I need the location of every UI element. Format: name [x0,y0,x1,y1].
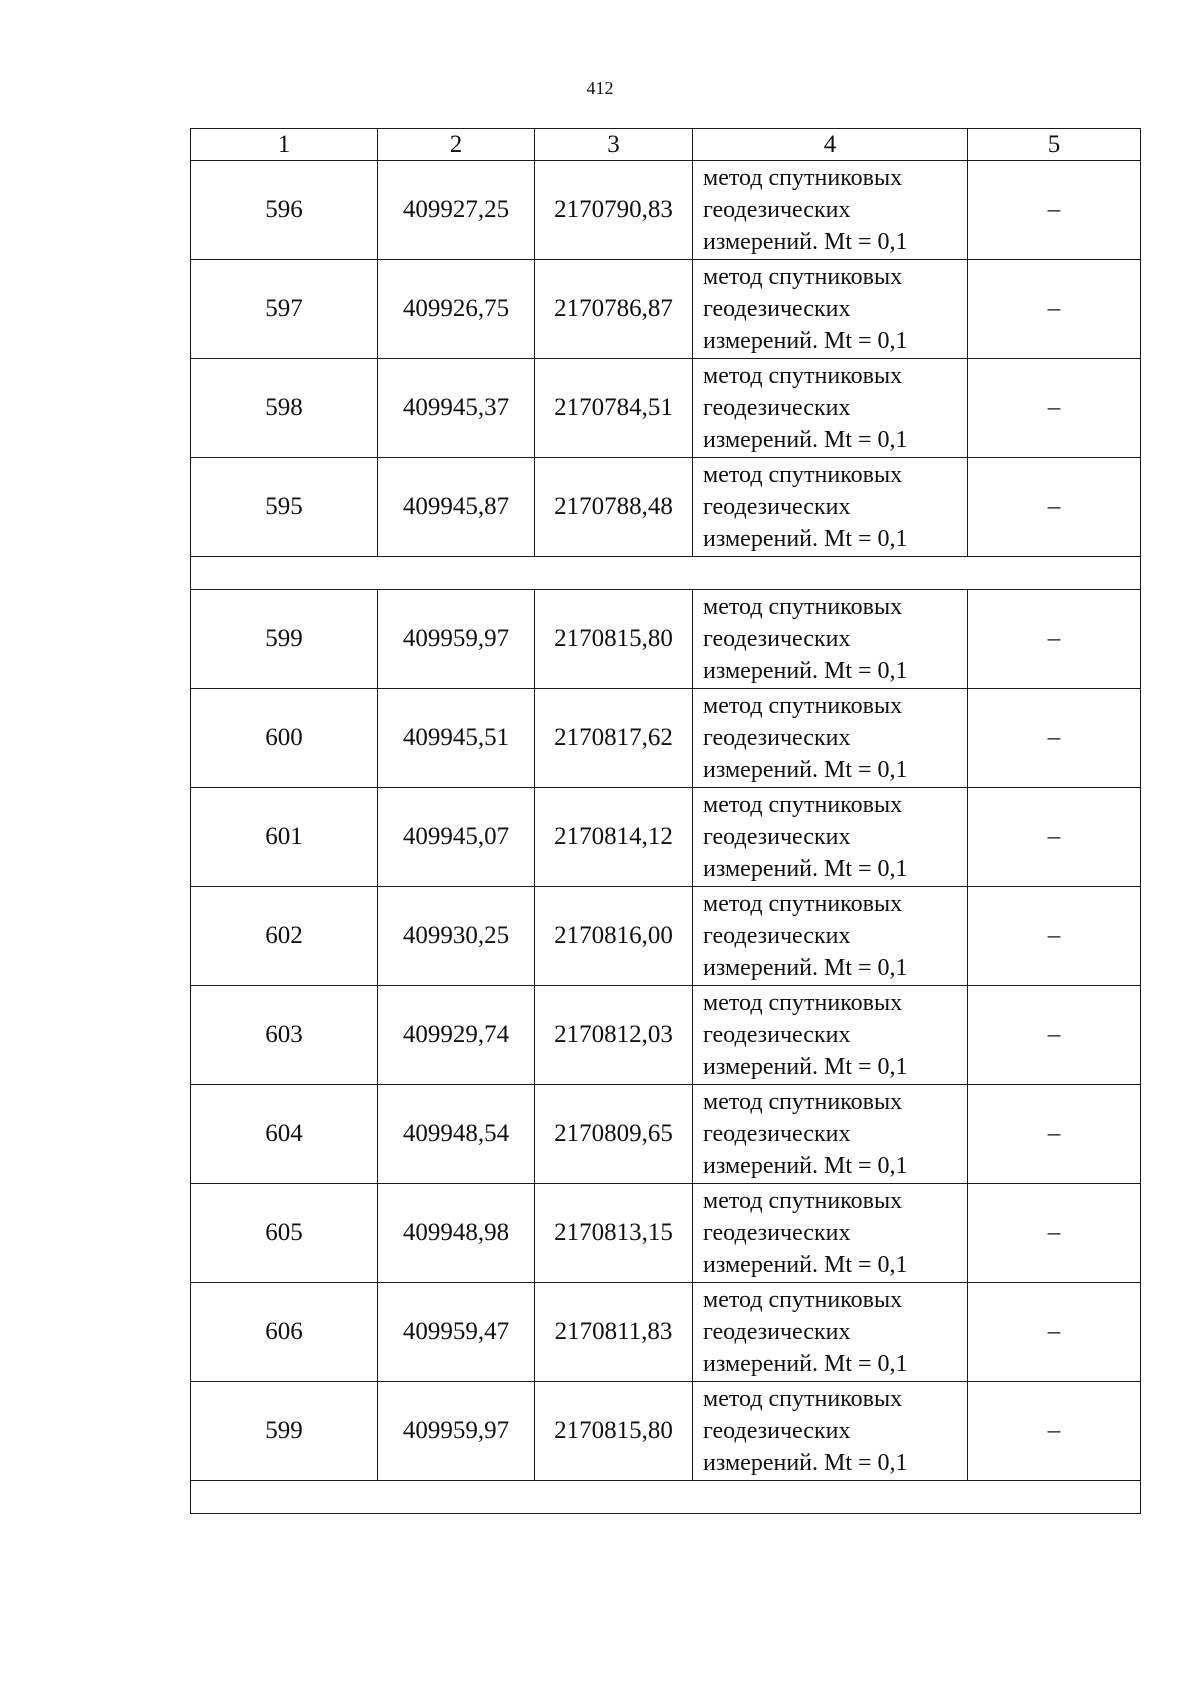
x-coordinate-cell: 409959,97 [378,1382,535,1481]
y-coordinate-cell: 2170786,87 [535,260,693,359]
method-line-2: геодезических [703,296,851,322]
method-line-2: геодезических [703,626,851,652]
point-number-cell: 604 [191,1085,378,1184]
method-line-3: измерений. Mt = 0,1 [703,1351,908,1377]
accuracy-note-cell: – [968,590,1141,689]
method-line-2: геодезических [703,197,851,223]
x-coordinate-cell: 409945,07 [378,788,535,887]
method-line-1: метод спутниковых [703,462,903,488]
method-line-3: измерений. Mt = 0,1 [703,526,908,552]
y-coordinate-cell: 2170809,65 [535,1085,693,1184]
y-coordinate-cell: 2170784,51 [535,359,693,458]
method-line-1: метод спутниковых [703,594,903,620]
header-cell-2: 2 [378,129,535,161]
method-cell [693,1184,968,1283]
method-line-3: измерений. Mt = 0,1 [703,658,908,684]
method-line-3: измерений. Mt = 0,1 [703,229,908,255]
accuracy-note-cell: – [968,1184,1141,1283]
point-number-cell: 599 [191,1382,378,1481]
accuracy-note-cell: – [968,788,1141,887]
method-line-2: геодезических [703,395,851,421]
y-coordinate-cell: 2170816,00 [535,887,693,986]
accuracy-note-cell: – [968,359,1141,458]
point-number-cell: 601 [191,788,378,887]
method-line-1: метод спутниковых [703,1386,903,1412]
method-line-1: метод спутниковых [703,693,903,719]
table-row [191,359,1141,458]
point-number-cell: 598 [191,359,378,458]
method-line-1: метод спутниковых [703,264,903,290]
point-number-cell: 602 [191,887,378,986]
point-number-cell: 595 [191,458,378,557]
table-row [191,1085,1141,1184]
method-cell [693,689,968,788]
table-row [191,887,1141,986]
y-coordinate-cell: 2170815,80 [535,590,693,689]
table-row [191,590,1141,689]
point-number-cell: 603 [191,986,378,1085]
table-row [191,788,1141,887]
method-cell [693,887,968,986]
point-number-cell: 599 [191,590,378,689]
method-line-3: измерений. Mt = 0,1 [703,1153,908,1179]
method-line-1: метод спутниковых [703,1089,903,1115]
accuracy-note-cell: – [968,161,1141,260]
method-cell [693,788,968,887]
coordinates-table [190,128,1141,1514]
method-line-2: геодезических [703,725,851,751]
y-coordinate-cell: 2170813,15 [535,1184,693,1283]
accuracy-note-cell: – [968,1382,1141,1481]
point-number-cell: 605 [191,1184,378,1283]
accuracy-note-cell: – [968,986,1141,1085]
method-line-3: измерений. Mt = 0,1 [703,328,908,354]
method-line-2: геодезических [703,1319,851,1345]
method-line-1: метод спутниковых [703,1287,903,1313]
method-cell [693,260,968,359]
method-cell [693,161,968,260]
method-line-3: измерений. Mt = 0,1 [703,955,908,981]
header-cell-5: 5 [968,129,1141,161]
method-cell [693,1085,968,1184]
method-cell [693,1382,968,1481]
table-row [191,260,1141,359]
method-line-3: измерений. Mt = 0,1 [703,757,908,783]
y-coordinate-cell: 2170815,80 [535,1382,693,1481]
method-cell [693,1283,968,1382]
x-coordinate-cell: 409927,25 [378,161,535,260]
method-line-2: геодезических [703,1022,851,1048]
method-line-1: метод спутниковых [703,165,903,191]
method-line-1: метод спутниковых [703,1188,903,1214]
accuracy-note-cell: – [968,1085,1141,1184]
y-coordinate-cell: 2170817,62 [535,689,693,788]
header-cell-3: 3 [535,129,693,161]
x-coordinate-cell: 409929,74 [378,986,535,1085]
header-cell-1: 1 [191,129,378,161]
accuracy-note-cell: – [968,689,1141,788]
table-row [191,986,1141,1085]
method-line-2: геодезических [703,923,851,949]
method-line-2: геодезических [703,1418,851,1444]
table-row [191,1382,1141,1481]
method-line-1: метод спутниковых [703,792,903,818]
point-number-cell: 606 [191,1283,378,1382]
separator-cell [191,1481,1141,1514]
method-cell [693,458,968,557]
method-line-3: измерений. Mt = 0,1 [703,427,908,453]
method-cell [693,590,968,689]
method-line-3: измерений. Mt = 0,1 [703,1252,908,1278]
method-line-2: геодезических [703,494,851,520]
x-coordinate-cell: 409959,97 [378,590,535,689]
x-coordinate-cell: 409945,87 [378,458,535,557]
method-line-2: геодезических [703,1220,851,1246]
table-body [191,129,1141,1514]
point-number-cell: 597 [191,260,378,359]
y-coordinate-cell: 2170790,83 [535,161,693,260]
table-row [191,458,1141,557]
x-coordinate-cell: 409948,98 [378,1184,535,1283]
method-line-2: геодезических [703,1121,851,1147]
x-coordinate-cell: 409926,75 [378,260,535,359]
separator-row [191,557,1141,590]
method-line-2: геодезических [703,824,851,850]
table-row [191,689,1141,788]
method-cell [693,986,968,1085]
method-line-1: метод спутниковых [703,363,903,389]
x-coordinate-cell: 409945,51 [378,689,535,788]
y-coordinate-cell: 2170814,12 [535,788,693,887]
table-row [191,1184,1141,1283]
x-coordinate-cell: 409948,54 [378,1085,535,1184]
method-line-1: метод спутниковых [703,990,903,1016]
table-header-row [191,129,1141,161]
method-line-1: метод спутниковых [703,891,903,917]
accuracy-note-cell: – [968,260,1141,359]
x-coordinate-cell: 409945,37 [378,359,535,458]
method-line-3: измерений. Mt = 0,1 [703,1054,908,1080]
point-number-cell: 596 [191,161,378,260]
accuracy-note-cell: – [968,887,1141,986]
point-number-cell: 600 [191,689,378,788]
method-line-3: измерений. Mt = 0,1 [703,856,908,882]
separator-cell [191,557,1141,590]
y-coordinate-cell: 2170788,48 [535,458,693,557]
method-line-3: измерений. Mt = 0,1 [703,1450,908,1476]
y-coordinate-cell: 2170812,03 [535,986,693,1085]
x-coordinate-cell: 409930,25 [378,887,535,986]
table-row [191,1283,1141,1382]
header-cell-4: 4 [693,129,968,161]
y-coordinate-cell: 2170811,83 [535,1283,693,1382]
x-coordinate-cell: 409959,47 [378,1283,535,1382]
separator-row [191,1481,1141,1514]
page-number: 412 [586,78,614,98]
table-row [191,161,1141,260]
accuracy-note-cell: – [968,458,1141,557]
method-cell [693,359,968,458]
accuracy-note-cell: – [968,1283,1141,1382]
